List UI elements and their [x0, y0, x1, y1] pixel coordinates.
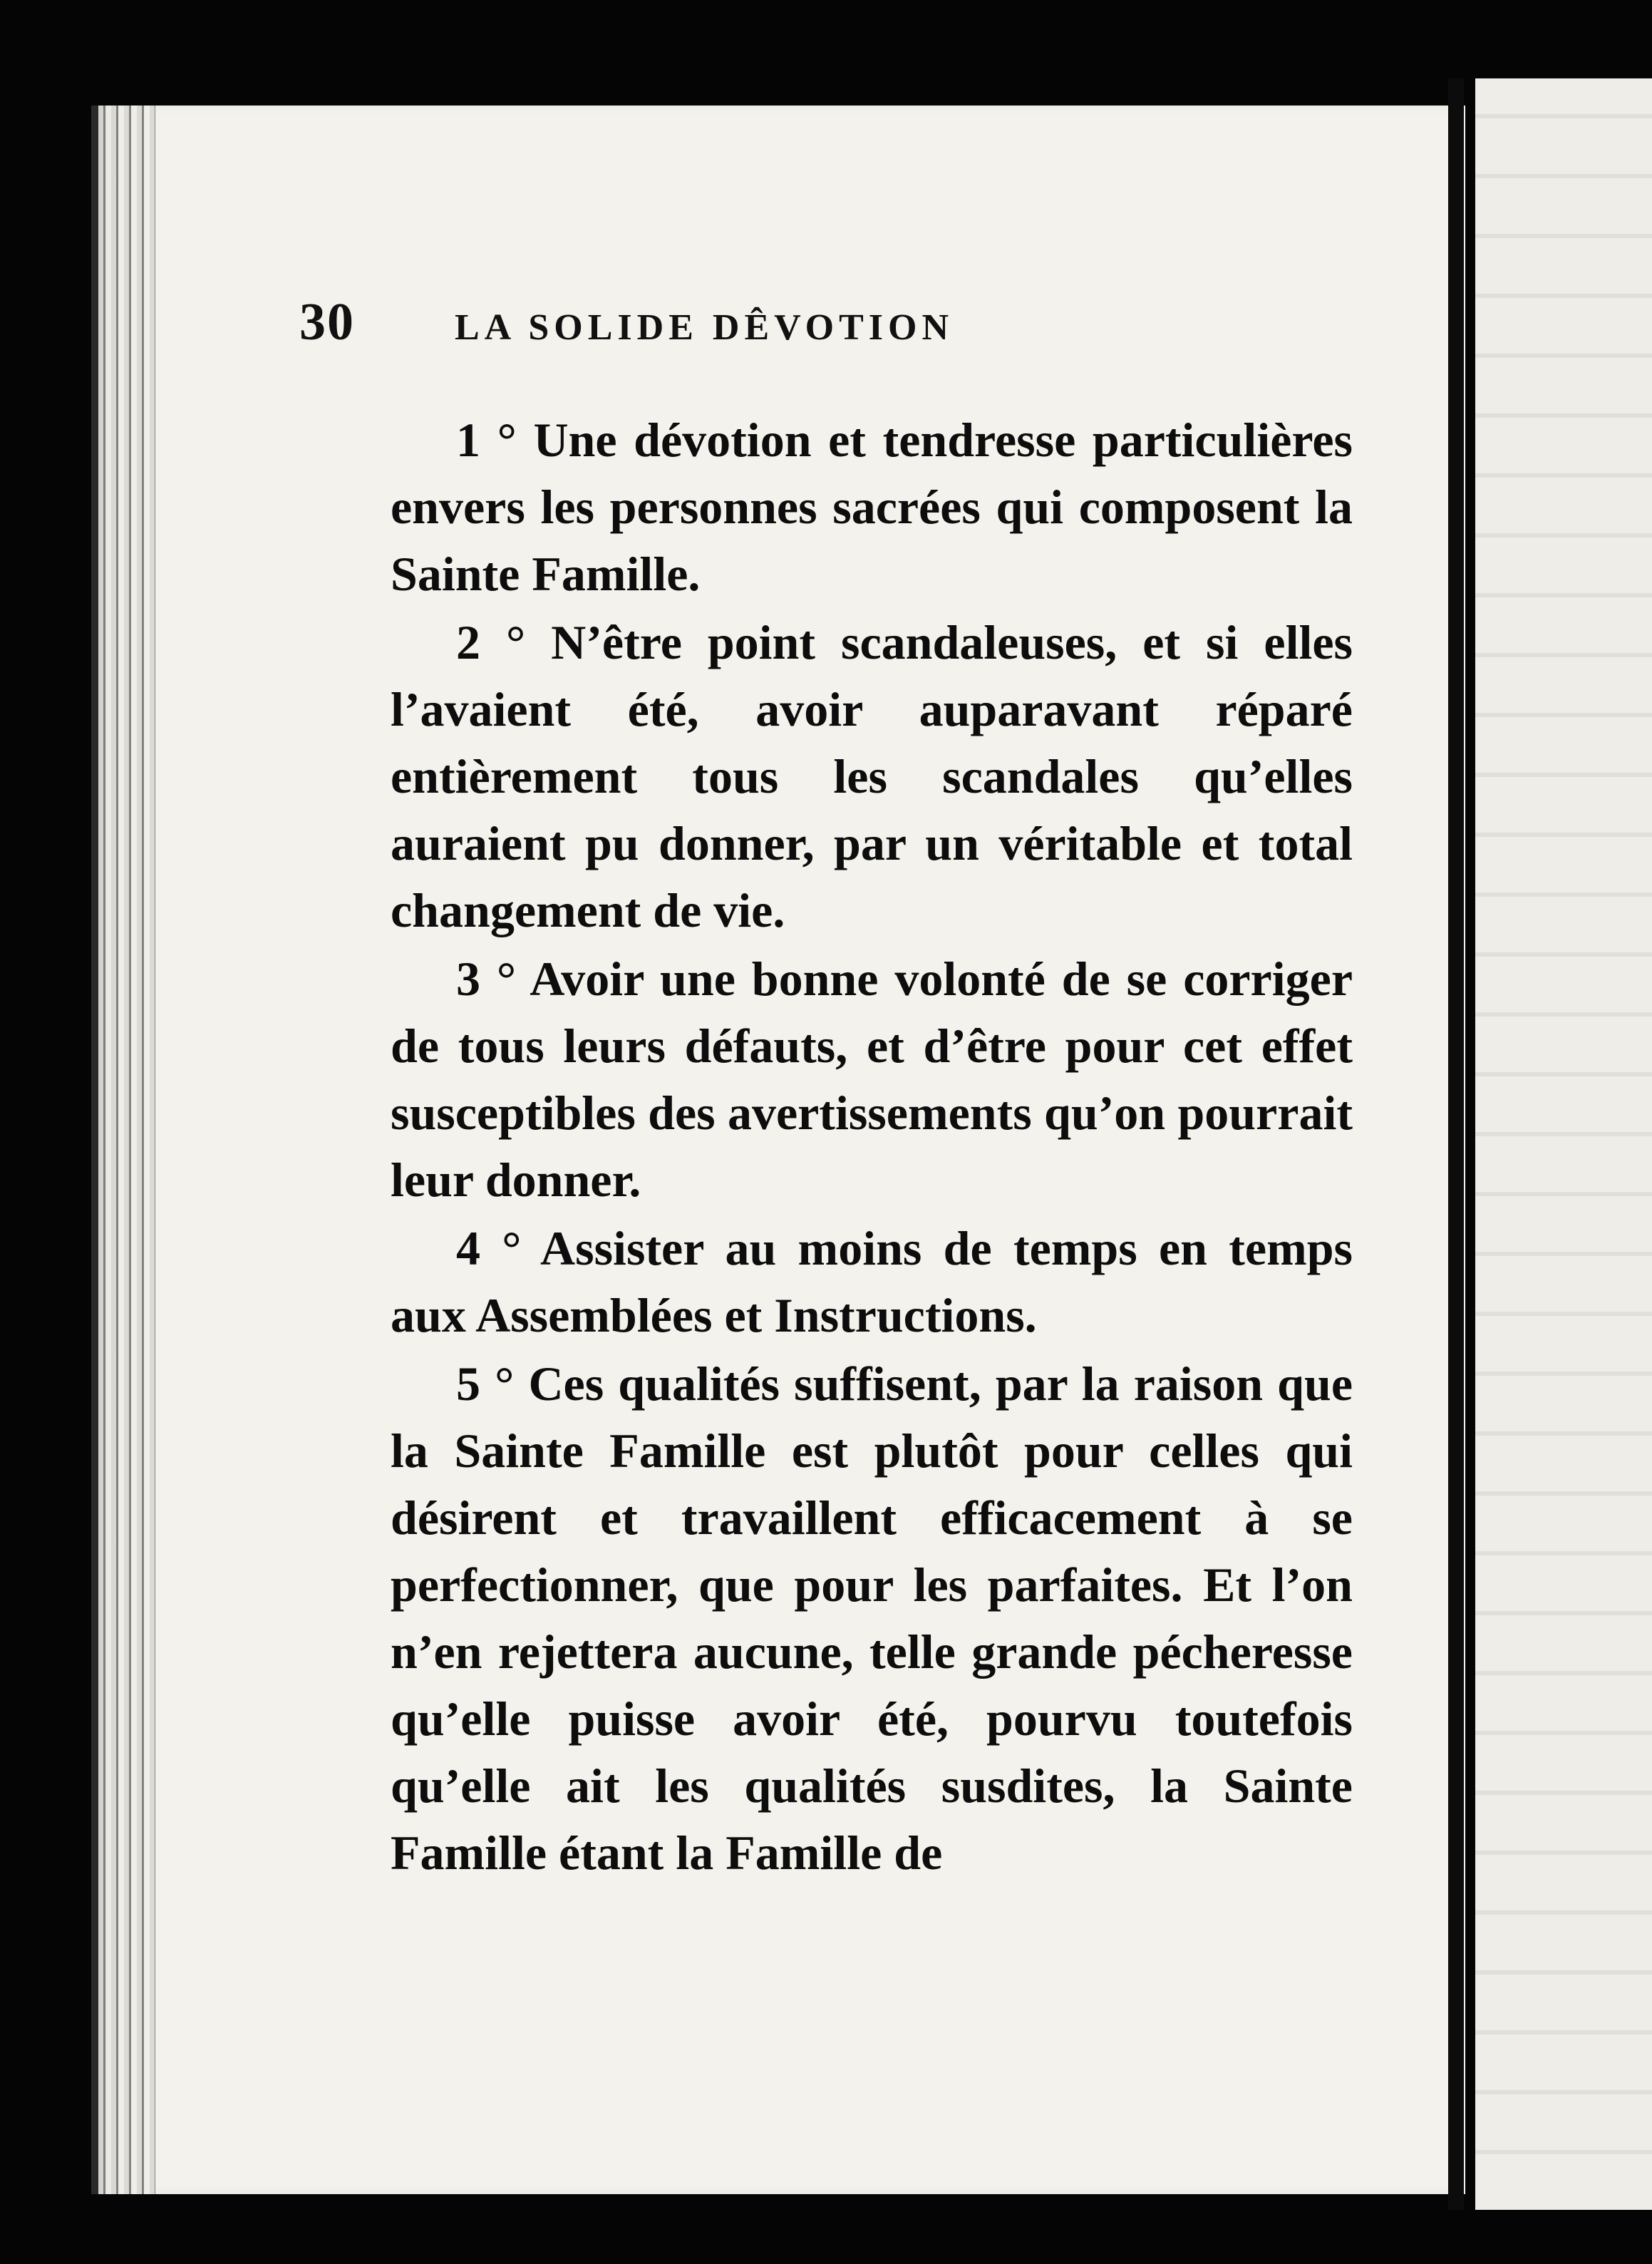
paragraph-text: N’être point scandaleuses, et si elles l’avaient été, avoir auparavant réparé entièrement tous les scandales qu’elles auraient pu donner, par un véritable et total changement de vie.: [391, 615, 1353, 937]
page-number: 30: [299, 293, 355, 351]
running-title: LA SOLIDE DÊVOTION: [455, 307, 954, 348]
body-text: [391, 406, 1353, 1888]
paragraph-text: Ces qualités suffisent, par la raison que la Sainte Famille est plutôt pour celles qui désirent et travaillent efficacement à se perfectionner, que pour les parfaites. Et l’on n’en rejettera aucune, telle grande pécheresse qu’elle puisse avoir été, pourvu toutefois qu’elle ait les qualités susdites, la Sainte Famille étant la Famille de: [391, 1357, 1353, 1880]
paragraph-number: 1 °: [456, 413, 517, 467]
paragraph-1: [391, 406, 1353, 607]
paragraph-5: [391, 1350, 1353, 1886]
paragraph-3: [391, 945, 1353, 1213]
book-fold: [1448, 78, 1464, 2210]
paragraph-number: 3 °: [456, 952, 517, 1006]
paragraph-text: Avoir une bonne volonté de se corriger de tous leurs défauts, et d’être pour cet effet susceptibles des avertissements qu’on pourrait leur donner.: [391, 952, 1353, 1207]
paragraph-4: [391, 1215, 1353, 1349]
paragraph-number: 5 °: [456, 1357, 515, 1411]
paragraph-text: Assister au moins de temps en temps aux Assemblées et Instructions.: [391, 1221, 1353, 1342]
paragraph-2: [391, 609, 1353, 944]
page-header: [299, 292, 1390, 364]
page-gutter: [98, 106, 155, 2194]
paragraph-number: 4 °: [456, 1221, 522, 1275]
adjacent-page-edge: [1475, 78, 1652, 2210]
paragraph-number: 2 °: [456, 615, 526, 669]
adjacent-page-bleed: [1475, 78, 1652, 2210]
paragraph-text: Une dévotion et tendresse particulières envers les personnes sacrées qui composent la Sainte Famille.: [391, 413, 1353, 601]
